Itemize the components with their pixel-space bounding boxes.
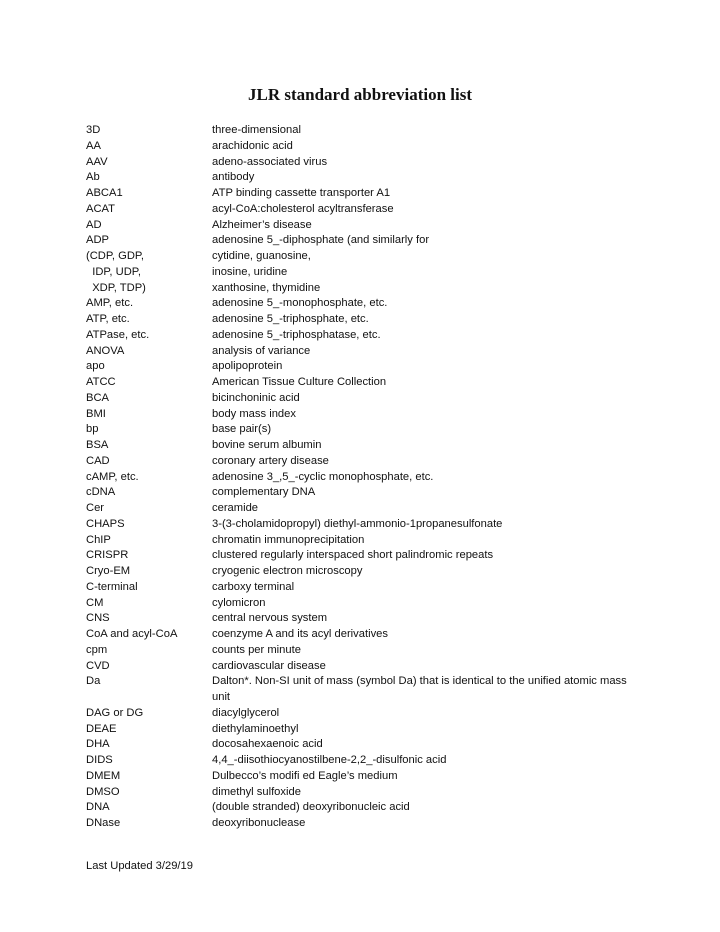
abbreviation-row xyxy=(86,186,646,202)
abbreviation-row xyxy=(86,218,646,234)
abbreviation-row xyxy=(86,438,646,454)
abbreviation-term: CM xyxy=(86,596,104,609)
abbreviation-row xyxy=(86,643,646,659)
abbreviation-definition: acyl-CoA:cholesterol acyltransferase xyxy=(212,202,394,215)
abbreviation-row xyxy=(86,391,646,407)
abbreviation-definition: base pair(s) xyxy=(212,423,272,436)
abbreviation-row xyxy=(86,596,646,612)
abbreviation-term: cAMP, etc. xyxy=(86,470,139,483)
abbreviation-row xyxy=(86,454,646,470)
abbreviation-term: CVD xyxy=(86,659,110,672)
abbreviation-row xyxy=(86,328,646,344)
abbreviation-definition: three-dimensional xyxy=(212,124,301,136)
abbreviation-definition: apolipoprotein xyxy=(212,360,283,373)
abbreviation-definition: adenosine 5_-diphosphate (and similarly for xyxy=(212,234,430,247)
abbreviation-row xyxy=(86,155,646,171)
abbreviation-term: AAV xyxy=(86,155,108,168)
abbreviation-definition: ceramide xyxy=(212,502,259,514)
abbreviation-row xyxy=(86,533,646,549)
abbreviation-definition: American Tissue Culture Collection xyxy=(212,376,387,388)
abbreviation-row xyxy=(86,722,646,738)
abbreviation-definition: cryogenic electron microscopy xyxy=(212,565,363,577)
abbreviation-term: XDP, TDP) xyxy=(86,281,146,294)
abbreviation-row xyxy=(86,580,646,596)
abbreviation-term: AA xyxy=(86,139,101,152)
abbreviation-row xyxy=(86,375,646,391)
abbreviation-term: ATPase, etc. xyxy=(86,328,150,341)
abbreviation-definition: coenzyme A and its acyl derivatives xyxy=(212,628,388,640)
abbreviation-row xyxy=(86,564,646,580)
abbreviation-row xyxy=(86,296,646,312)
abbreviation-row xyxy=(86,627,646,643)
abbreviation-definition: counts per minute xyxy=(212,643,301,656)
abbreviation-term: cDNA xyxy=(86,486,116,499)
abbreviation-row xyxy=(86,312,646,328)
abbreviation-definition: Dalton*. Non-SI unit of mass (symbol Da) that is identical to the unified atomic mass unit xyxy=(212,675,627,703)
abbreviation-list xyxy=(86,123,646,832)
abbreviation-definition: clustered regularly interspaced short palindromic repeats xyxy=(212,549,494,562)
abbreviation-term: ACAT xyxy=(86,202,116,215)
abbreviation-definition: carboxy terminal xyxy=(212,580,295,593)
abbreviation-term: AD xyxy=(86,218,102,231)
abbreviation-row xyxy=(86,659,646,675)
abbreviation-definition: xanthosine, thymidine xyxy=(212,281,321,294)
abbreviation-definition: (double stranded) deoxyribonucleic acid xyxy=(212,801,410,814)
abbreviation-term: CNS xyxy=(86,612,110,625)
abbreviation-definition: cylomicron xyxy=(212,596,266,609)
abbreviation-term: BCA xyxy=(86,391,110,404)
abbreviation-term: CoA and acyl-CoA xyxy=(86,628,178,640)
abbreviation-term: CAD xyxy=(86,454,110,467)
abbreviation-term: CRISPR xyxy=(86,549,129,562)
abbreviation-term: ATCC xyxy=(86,376,116,388)
abbreviation-row xyxy=(86,737,646,753)
abbreviation-term: DMSO xyxy=(86,785,120,798)
abbreviation-definition: adenosine 5_-triphosphate, etc. xyxy=(212,313,369,325)
abbreviation-term: DNA xyxy=(86,801,110,814)
abbreviation-definition: cytidine, guanosine, xyxy=(212,250,311,262)
abbreviation-term: BSA xyxy=(86,439,109,451)
abbreviation-row xyxy=(86,785,646,801)
abbreviation-row xyxy=(86,769,646,785)
abbreviation-definition: inosine, uridine xyxy=(212,265,288,278)
abbreviation-definition: analysis of variance xyxy=(212,344,311,357)
abbreviation-row xyxy=(86,548,646,564)
last-updated-footer: Last Updated 3/29/19 xyxy=(86,860,193,872)
abbreviation-term: ANOVA xyxy=(86,344,125,357)
abbreviation-definition: antibody xyxy=(212,171,255,184)
abbreviation-definition: 3-(3-cholamidopropyl) diethyl-ammonio-1propanesulfonate xyxy=(212,517,503,530)
abbreviation-definition: bovine serum albumin xyxy=(212,439,322,451)
abbreviation-definition: docosahexaenoic acid xyxy=(212,738,323,751)
abbreviation-definition: adenosine 5_-triphosphatase, etc. xyxy=(212,328,381,341)
abbreviation-term: 3D xyxy=(86,124,101,136)
abbreviation-term: DAG or DG xyxy=(86,706,144,719)
abbreviation-term: cpm xyxy=(86,643,108,656)
abbreviation-definition: adeno-associated virus xyxy=(212,155,328,168)
abbreviation-row xyxy=(86,470,646,486)
abbreviation-term: apo xyxy=(86,360,105,373)
abbreviation-row xyxy=(86,407,646,423)
abbreviation-definition: diacylglycerol xyxy=(212,706,280,719)
abbreviation-row xyxy=(86,706,646,722)
abbreviation-row xyxy=(86,501,646,517)
abbreviation-row xyxy=(86,422,646,438)
abbreviation-term: DIDS xyxy=(86,754,113,766)
abbreviation-term: ATP, etc. xyxy=(86,313,130,325)
abbreviation-term: bp xyxy=(86,423,99,436)
abbreviation-definition: chromatin immunoprecipitation xyxy=(212,533,365,546)
abbreviation-row xyxy=(86,139,646,155)
abbreviation-row xyxy=(86,674,646,706)
abbreviation-definition: diethylaminoethyl xyxy=(212,722,299,735)
abbreviation-definition: body mass index xyxy=(212,407,296,420)
abbreviation-definition: Dulbecco’s modifi ed Eagle’s medium xyxy=(212,769,398,782)
abbreviation-definition: central nervous system xyxy=(212,612,328,625)
abbreviation-term: (CDP, GDP, xyxy=(86,250,145,262)
abbreviation-term: DNase xyxy=(86,817,121,829)
abbreviation-row xyxy=(86,202,646,218)
abbreviation-row xyxy=(86,517,646,533)
abbreviation-row xyxy=(86,485,646,501)
abbreviation-row xyxy=(86,281,646,297)
abbreviation-definition: ATP binding cassette transporter A1 xyxy=(212,187,391,199)
abbreviation-definition: cardiovascular disease xyxy=(212,659,326,672)
abbreviation-definition: adenosine 5_-monophosphate, etc. xyxy=(212,297,388,310)
abbreviation-term: IDP, UDP, xyxy=(86,265,141,278)
abbreviation-definition: deoxyribonuclease xyxy=(212,817,306,829)
abbreviation-term: ABCA1 xyxy=(86,187,123,199)
abbreviation-row xyxy=(86,359,646,375)
abbreviation-term: Cer xyxy=(86,502,105,514)
abbreviation-row xyxy=(86,123,646,139)
abbreviation-term: ChIP xyxy=(86,533,111,546)
abbreviation-term: C-terminal xyxy=(86,580,138,593)
abbreviation-row xyxy=(86,249,646,265)
abbreviation-term: AMP, etc. xyxy=(86,297,134,310)
abbreviation-definition: coronary artery disease xyxy=(212,454,329,467)
abbreviation-row xyxy=(86,170,646,186)
abbreviation-term: DHA xyxy=(86,738,110,751)
abbreviation-row xyxy=(86,611,646,627)
abbreviation-term: DEAE xyxy=(86,722,117,735)
abbreviation-row xyxy=(86,265,646,281)
abbreviation-row xyxy=(86,233,646,249)
abbreviation-row xyxy=(86,753,646,769)
abbreviation-term: Cryo-EM xyxy=(86,565,131,577)
abbreviation-term: Da xyxy=(86,675,101,688)
abbreviation-definition: 4,4_-diisothiocyanostilbene-2,2_-disulfonic acid xyxy=(212,754,447,766)
abbreviation-term: DMEM xyxy=(86,769,121,782)
abbreviation-definition: arachidonic acid xyxy=(212,139,293,152)
abbreviation-term: Ab xyxy=(86,171,100,184)
abbreviation-definition: dimethyl sulfoxide xyxy=(212,785,301,798)
document-title: JLR standard abbreviation list xyxy=(247,85,473,104)
abbreviation-definition: bicinchoninic acid xyxy=(212,391,300,404)
abbreviation-row xyxy=(86,800,646,816)
abbreviation-definition: Alzheimer’s disease xyxy=(212,218,312,231)
abbreviation-definition: complementary DNA xyxy=(212,486,316,499)
abbreviation-row xyxy=(86,344,646,360)
abbreviation-term: CHAPS xyxy=(86,517,125,530)
abbreviation-term: ADP xyxy=(86,234,110,247)
abbreviation-row xyxy=(86,816,646,832)
abbreviation-definition: adenosine 3_,5_-cyclic monophosphate, etc. xyxy=(212,470,434,483)
abbreviation-term: BMI xyxy=(86,407,106,420)
